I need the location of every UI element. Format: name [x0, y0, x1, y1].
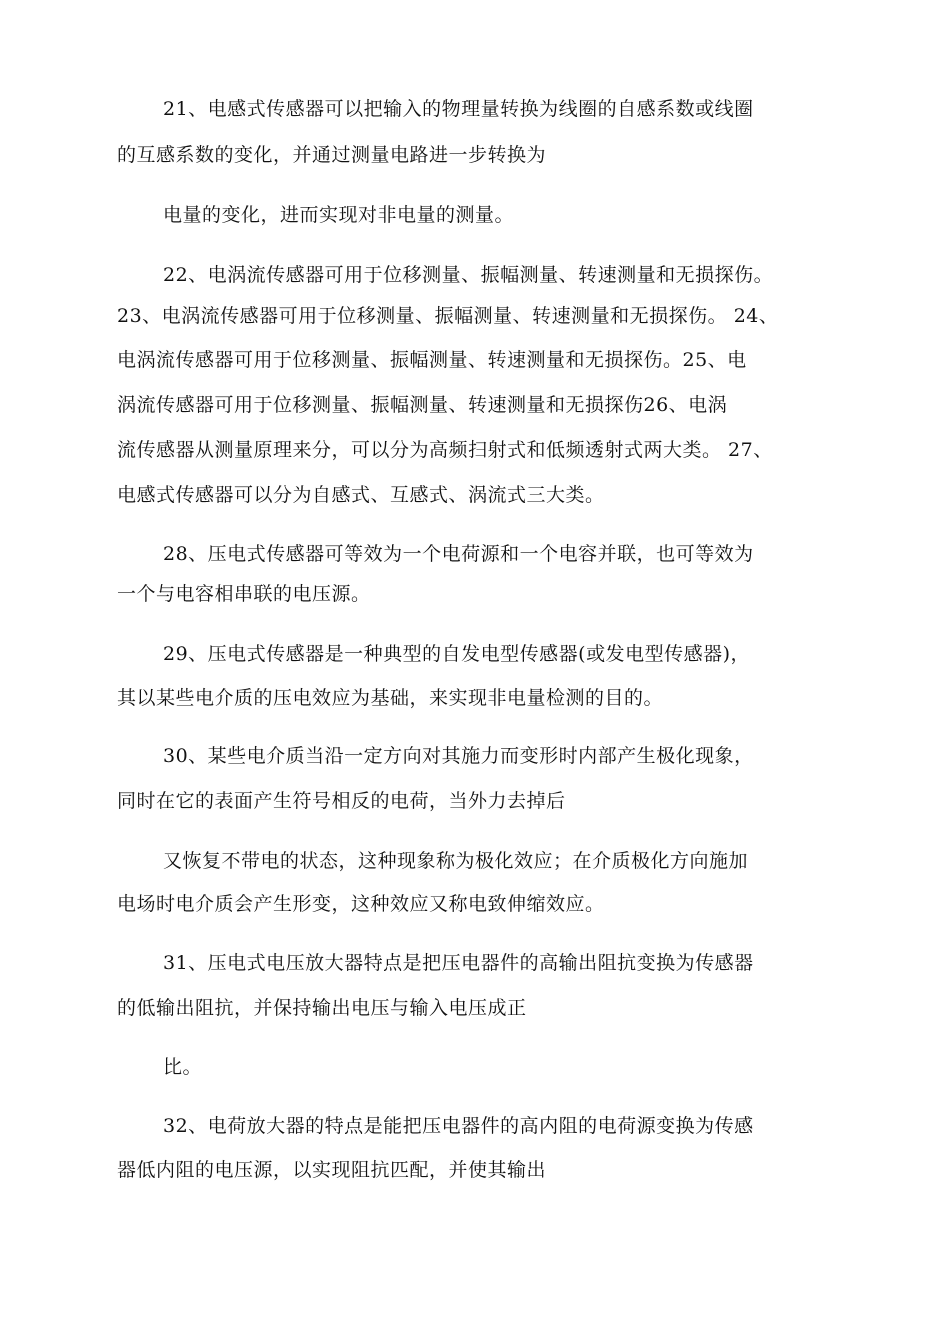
paragraph-21-line-2: 的互感系数的变化，并通过测量电路进一步转换为 — [117, 144, 547, 166]
paragraph-22-line-4: 涡流传感器可用于位移测量、振幅测量、转速测量和无损探伤26、电涡 — [117, 394, 728, 416]
paragraph-29-line-2: 其以某些电介质的压电效应为基础，来实现非电量检测的目的。 — [117, 687, 664, 709]
paragraph-22-line-6: 电感式传感器可以分为自感式、互感式、涡流式三大类。 — [117, 484, 605, 506]
paragraph-30-continuation-line-1: 又恢复不带电的状态，这种现象称为极化效应；在介质极化方向施加 — [163, 850, 749, 872]
paragraph-31-line-1: 31、压电式电压放大器特点是把压电器件的高输出阻抗变换为传感器 — [163, 952, 754, 974]
paragraph-31-continuation: 比。 — [163, 1056, 203, 1078]
paragraph-30-line-2: 同时在它的表面产生符号相反的电荷，当外力去掉后 — [117, 790, 566, 812]
paragraph-22-line-1: 22、电涡流传感器可用于位移测量、振幅测量、转速测量和无损探伤。 — [163, 264, 774, 286]
paragraph-21-continuation: 电量的变化，进而实现对非电量的测量。 — [163, 204, 515, 226]
paragraph-28-line-2: 一个与电容相串联的电压源。 — [117, 583, 371, 605]
paragraph-30-continuation-line-2: 电场时电介质会产生形变，这种效应又称电致伸缩效应。 — [117, 893, 605, 915]
paragraph-21-line-1: 21、电感式传感器可以把输入的物理量转换为线圈的自感系数或线圈 — [163, 98, 754, 120]
paragraph-22-line-2: 23、电涡流传感器可用于位移测量、振幅测量、转速测量和无损探伤。 24、 — [117, 305, 779, 327]
paragraph-22-line-3: 电涡流传感器可用于位移测量、振幅测量、转速测量和无损探伤。25、电 — [117, 349, 747, 371]
paragraph-30-line-1: 30、某些电介质当沿一定方向对其施力而变形时内部产生极化现象， — [163, 745, 754, 767]
paragraph-32-line-2: 器低内阻的电压源，以实现阻抗匹配，并使其输出 — [117, 1159, 547, 1181]
paragraph-22-line-5: 流传感器从测量原理来分，可以分为高频扫射式和低频透射式两大类。 27、 — [117, 439, 773, 461]
paragraph-32-line-1: 32、电荷放大器的特点是能把压电器件的高内阻的电荷源变换为传感 — [163, 1115, 754, 1137]
paragraph-28-line-1: 28、压电式传感器可等效为一个电荷源和一个电容并联，也可等效为 — [163, 543, 754, 565]
paragraph-31-line-2: 的低输出阻抗，并保持输出电压与输入电压成正 — [117, 997, 527, 1019]
paragraph-29-line-1: 29、压电式传感器是一种典型的自发电型传感器(或发电型传感器)， — [163, 643, 751, 665]
